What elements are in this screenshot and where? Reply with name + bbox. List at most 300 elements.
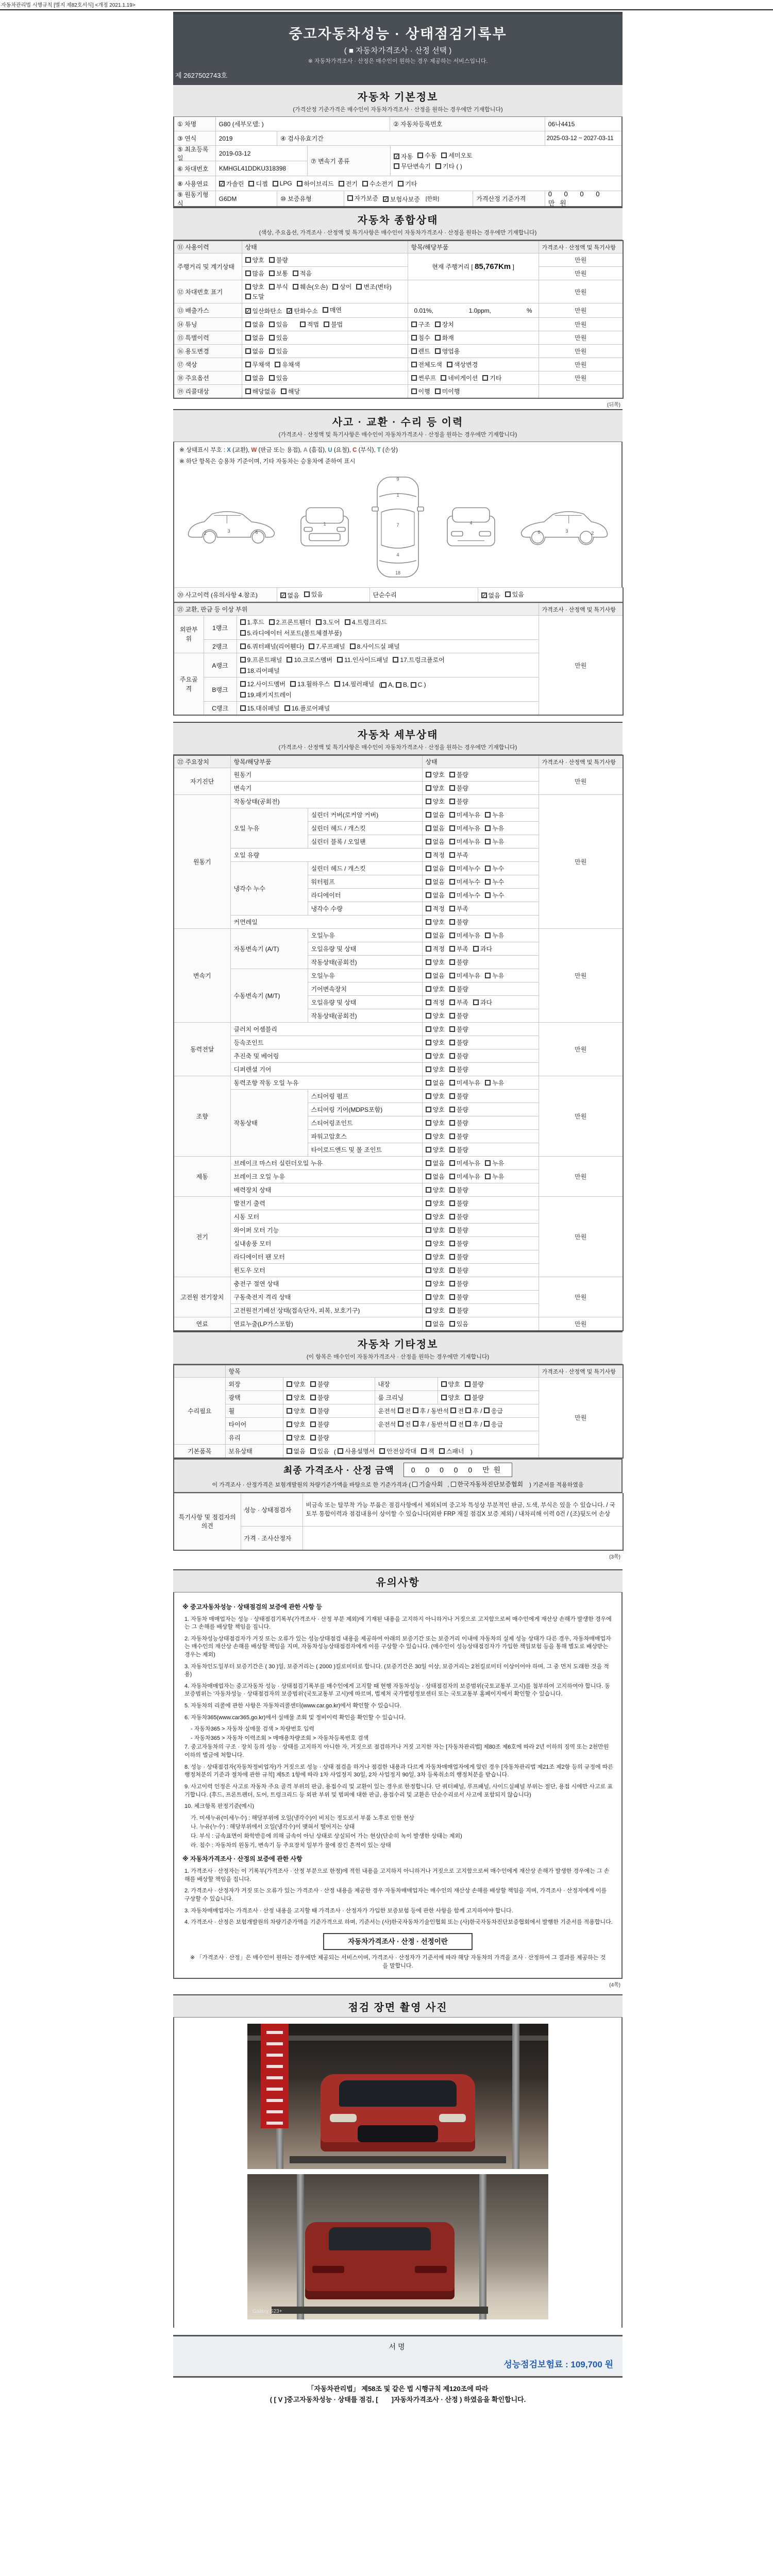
checkbox-option[interactable]: 미이행 <box>435 387 460 396</box>
checkbox-icon[interactable] <box>426 1294 431 1300</box>
checkbox-icon[interactable] <box>240 619 246 625</box>
checkbox-option[interactable]: 양호 <box>426 1132 445 1141</box>
checkbox-icon[interactable] <box>449 1214 455 1219</box>
checkbox-option[interactable]: 이행 <box>411 387 430 396</box>
checkbox-option[interactable]: 적정 <box>426 904 445 913</box>
checkbox-option[interactable]: 양호 <box>287 1380 306 1388</box>
checkbox-icon[interactable] <box>449 999 455 1005</box>
checkbox-option[interactable]: 양호 <box>426 797 445 806</box>
checkbox-icon[interactable] <box>310 1395 316 1400</box>
checkbox-icon[interactable] <box>426 825 431 831</box>
checkbox-icon[interactable] <box>245 348 251 354</box>
checkbox-option[interactable]: 도말 <box>245 292 264 301</box>
checkbox-option[interactable]: 양호 <box>426 985 445 993</box>
checkbox-icon[interactable] <box>413 1421 418 1427</box>
checkbox-option[interactable]: ✓ 자동 <box>394 153 413 160</box>
checkbox-icon[interactable] <box>449 933 455 938</box>
checkbox-icon[interactable] <box>441 1381 447 1387</box>
checkbox-icon[interactable] <box>426 946 431 952</box>
checkbox-option[interactable]: 없음 <box>426 877 445 886</box>
checkbox-option[interactable]: 12.사이드멤버 <box>240 680 286 688</box>
checkbox-option[interactable]: 없음 <box>426 864 445 873</box>
checkbox-icon[interactable] <box>435 388 441 394</box>
checkbox-icon[interactable] <box>394 163 399 169</box>
checkbox-icon[interactable] <box>435 321 441 327</box>
checkbox-option[interactable]: 불량 <box>449 1038 468 1047</box>
checkbox-option[interactable]: ✓ 가솔린 <box>220 180 244 188</box>
checkbox-icon[interactable] <box>449 1040 455 1045</box>
checkbox-option[interactable]: 없음 <box>426 810 445 819</box>
checkbox-option[interactable]: 있음 <box>269 320 288 329</box>
checkbox-icon[interactable] <box>426 1321 431 1327</box>
checkbox-icon[interactable] <box>485 812 491 818</box>
checkbox-icon[interactable] <box>449 1281 455 1286</box>
checkbox-option[interactable]: 양호 <box>287 1406 306 1415</box>
checkbox-option[interactable]: 부족 <box>449 944 468 953</box>
checkbox-option[interactable]: ✓ 보험사보증 <box>383 196 420 203</box>
checkbox-option[interactable]: 훼손(오손) <box>293 282 328 291</box>
checkbox-option[interactable]: 양호 <box>426 1185 445 1194</box>
checkbox-icon[interactable] <box>426 772 431 777</box>
checkbox-icon[interactable] <box>449 1241 455 1246</box>
checkbox-icon[interactable] <box>426 785 431 791</box>
checkbox-option[interactable]: 색상변경 <box>447 360 478 369</box>
checkbox-icon[interactable] <box>426 1187 431 1193</box>
checkbox-option[interactable]: 수동 <box>417 151 436 160</box>
checkbox-option[interactable]: 19.패키지트레이 <box>240 690 292 699</box>
checkbox-icon[interactable] <box>284 705 290 711</box>
checkbox-option[interactable]: 부족 <box>449 851 468 859</box>
checkbox-option[interactable]: 불량 <box>449 1279 468 1288</box>
checkbox-option[interactable]: 양호 <box>426 1252 445 1261</box>
checkbox-option[interactable]: 부식 <box>269 282 288 291</box>
checkbox-option[interactable]: 불량 <box>449 918 468 926</box>
checkbox-icon[interactable] <box>245 388 251 394</box>
checkbox-option[interactable]: 양호 <box>426 1065 445 1074</box>
checkbox-icon[interactable] <box>449 1093 455 1099</box>
checkbox-icon[interactable] <box>449 772 455 777</box>
checkbox-option[interactable]: 있음 <box>505 590 524 599</box>
checkbox-icon[interactable] <box>269 321 275 327</box>
checkbox-icon[interactable] <box>449 839 455 844</box>
checkbox-option[interactable]: 5.라디에이터 서포트(볼트체결부품) <box>240 629 342 637</box>
checkbox-icon[interactable] <box>485 825 491 831</box>
checkbox-icon[interactable] <box>449 1174 455 1179</box>
checkbox-icon[interactable] <box>465 1408 471 1413</box>
checkbox-icon[interactable] <box>426 906 431 911</box>
checkbox-option[interactable]: 구조 <box>411 320 430 329</box>
checkbox-icon[interactable] <box>426 1160 431 1166</box>
checkbox-icon[interactable] <box>426 839 431 844</box>
checkbox-option[interactable]: 미세누유 <box>449 810 480 819</box>
checkbox-option[interactable]: 기타 <box>398 179 417 188</box>
checkbox-option[interactable]: 13.휠하우스 <box>290 680 330 688</box>
checkbox-option[interactable]: 없음 <box>426 1319 445 1328</box>
checkbox-icon[interactable] <box>441 152 447 158</box>
checkbox-icon[interactable] <box>485 973 491 978</box>
checkbox-option[interactable]: 불량 <box>449 958 468 967</box>
checkbox-option[interactable]: 기타 ( ) <box>435 162 462 171</box>
checkbox-icon[interactable] <box>316 619 322 625</box>
checkbox-icon[interactable] <box>269 284 275 290</box>
checkbox-icon[interactable] <box>411 375 417 381</box>
checkbox-icon[interactable] <box>449 879 455 885</box>
checkbox-icon[interactable] <box>426 1200 431 1206</box>
checkbox-option[interactable]: ✓ 일산화탄소 <box>246 308 282 315</box>
checkbox-option[interactable]: 미세누유 <box>449 971 480 980</box>
checkbox-option[interactable]: 양호 <box>441 1393 460 1402</box>
checkbox-icon[interactable] <box>426 1026 431 1032</box>
checkbox-option[interactable]: 누유 <box>485 931 504 940</box>
checkbox-option[interactable]: 양호 <box>426 1011 445 1020</box>
checkbox-option[interactable]: 양호 <box>245 282 264 291</box>
checkbox-option[interactable]: 양호 <box>287 1393 306 1402</box>
checkbox-icon[interactable] <box>245 321 251 327</box>
checkbox-option[interactable]: 유채색 <box>275 360 300 369</box>
checkbox-icon[interactable] <box>426 959 431 965</box>
checkbox-option[interactable]: 불법 <box>324 320 343 329</box>
checkbox-icon[interactable] <box>287 1408 292 1414</box>
checkbox-icon[interactable] <box>450 1408 456 1413</box>
checkbox-icon[interactable] <box>245 362 251 367</box>
checkbox-icon[interactable] <box>411 335 417 341</box>
checkbox-option[interactable]: 불량 <box>449 1145 468 1154</box>
checkbox-icon[interactable] <box>485 1160 491 1166</box>
checkbox-icon[interactable] <box>449 1120 455 1126</box>
checkbox-option[interactable]: 양호 <box>426 770 445 779</box>
checkbox-option[interactable]: 없음 <box>426 1172 445 1181</box>
checkbox-icon[interactable] <box>240 705 246 711</box>
checkbox-option[interactable]: ✓ 없음 <box>281 592 299 599</box>
checkbox-icon[interactable] <box>426 1053 431 1059</box>
checkbox-option[interactable]: 누수 <box>485 864 504 873</box>
checkbox-option[interactable]: 없음 <box>426 891 445 900</box>
checkbox-option[interactable]: 수소전기 <box>362 179 393 188</box>
checkbox-icon[interactable] <box>426 933 431 938</box>
checkbox-option[interactable]: 불량 <box>465 1380 484 1388</box>
checkbox-icon[interactable] <box>240 657 246 663</box>
checkbox-option[interactable]: 변조(변타) <box>356 282 391 291</box>
checkbox-icon[interactable] <box>449 1160 455 1166</box>
checkbox-option[interactable]: 없음 <box>426 824 445 833</box>
checkbox-icon[interactable] <box>426 1013 431 1019</box>
checkbox-icon[interactable] <box>426 879 431 885</box>
checkbox-option[interactable]: 사용설명서 <box>338 1447 375 1455</box>
checkbox-icon[interactable] <box>345 619 350 625</box>
checkbox-option[interactable]: 미세누유 <box>449 1159 480 1167</box>
checkbox-icon[interactable] <box>426 1040 431 1045</box>
checkbox-icon[interactable] <box>245 335 251 341</box>
checkbox-option[interactable]: 양호 <box>426 1293 445 1301</box>
checkbox-icon[interactable] <box>293 270 298 276</box>
checkbox-checked-icon[interactable]: ✓ <box>220 181 225 187</box>
checkbox-icon[interactable] <box>441 375 446 381</box>
checkbox-icon[interactable] <box>245 375 251 381</box>
checkbox-option[interactable]: 썬루프 <box>411 374 436 382</box>
checkbox-checked-icon[interactable]: ✓ <box>482 593 486 599</box>
checkbox-option[interactable]: 불량 <box>449 797 468 806</box>
checkbox-option[interactable]: 불량 <box>449 1065 468 1074</box>
checkbox-icon[interactable] <box>426 852 431 858</box>
checkbox-icon[interactable] <box>435 163 441 169</box>
checkbox-option[interactable]: 있음 <box>269 374 288 382</box>
checkbox-icon[interactable] <box>435 335 441 341</box>
checkbox-icon[interactable] <box>245 294 251 299</box>
checkbox-option[interactable]: 17.트렁크플로어 <box>393 655 444 664</box>
checkbox-icon[interactable] <box>310 1448 316 1454</box>
checkbox-icon[interactable] <box>485 892 491 898</box>
checkbox-icon[interactable] <box>310 1421 316 1427</box>
checkbox-option[interactable]: 미세누수 <box>449 864 480 873</box>
checkbox-icon[interactable] <box>426 1214 431 1219</box>
checkbox-icon[interactable] <box>485 933 491 938</box>
checkbox-option[interactable]: 양호 <box>426 784 445 792</box>
checkbox-option[interactable]: 양호 <box>426 918 445 926</box>
checkbox-option[interactable]: 과다 <box>473 944 492 953</box>
checkbox-icon[interactable] <box>411 362 417 367</box>
checkbox-option[interactable]: 양호 <box>426 1306 445 1315</box>
checkbox-option[interactable]: 미세누유 <box>449 931 480 940</box>
checkbox-option[interactable]: 양호 <box>426 1118 445 1127</box>
checkbox-option[interactable]: 없음 <box>426 971 445 980</box>
checkbox-icon[interactable] <box>449 866 455 871</box>
checkbox-option[interactable]: 불량 <box>449 1052 468 1060</box>
checkbox-icon[interactable] <box>426 919 431 925</box>
checkbox-option[interactable]: 불량 <box>310 1433 329 1442</box>
checkbox-option[interactable]: 불량 <box>449 1132 468 1141</box>
checkbox-option[interactable]: 없음 <box>245 374 264 382</box>
checkbox-option[interactable]: 있음 <box>304 590 323 599</box>
checkbox-icon[interactable] <box>240 692 246 698</box>
checkbox-option[interactable]: 9.프론트패널 <box>240 655 282 664</box>
checkbox-icon[interactable] <box>473 946 479 952</box>
checkbox-icon[interactable] <box>426 999 431 1005</box>
checkbox-option[interactable]: 14.필러패널 <box>334 680 374 688</box>
checkbox-icon[interactable] <box>275 362 280 367</box>
checkbox-option[interactable]: 6.쿼터패널(리어휀다) <box>240 642 305 651</box>
checkbox-icon[interactable] <box>449 1026 455 1032</box>
checkbox-option[interactable]: 안전삼각대 <box>379 1447 416 1455</box>
checkbox-option[interactable]: 미세누수 <box>449 877 480 886</box>
checkbox-option[interactable]: 4.트렁크리드 <box>345 618 387 626</box>
checkbox-option[interactable]: 미세누유 <box>449 1172 480 1181</box>
checkbox-icon[interactable] <box>449 1147 455 1153</box>
checkbox-option[interactable]: 있음 <box>269 347 288 355</box>
checkbox-option[interactable]: 양호 <box>426 1145 445 1154</box>
checkbox-option[interactable]: 누유 <box>485 810 504 819</box>
checkbox-icon[interactable] <box>421 1448 427 1454</box>
checkbox-option[interactable]: 없음 <box>245 347 264 355</box>
checkbox-option[interactable]: 양호 <box>426 958 445 967</box>
checkbox-option[interactable]: 미세누유 <box>449 1078 480 1087</box>
checkbox-option[interactable]: 있음 <box>269 333 288 342</box>
checkbox-option[interactable]: 무채색 <box>245 360 271 369</box>
checkbox-option[interactable]: 없음 <box>426 931 445 940</box>
checkbox-icon[interactable] <box>449 1267 455 1273</box>
checkbox-option[interactable]: 불량 <box>449 1212 468 1221</box>
checkbox-icon[interactable] <box>240 681 246 687</box>
checkbox-icon[interactable] <box>449 1200 455 1206</box>
checkbox-option[interactable]: 15.대쉬패널 <box>240 704 280 713</box>
checkbox-icon[interactable] <box>240 643 246 649</box>
checkbox-icon[interactable] <box>287 1448 292 1454</box>
checkbox-option[interactable]: 적정 <box>426 944 445 953</box>
checkbox-icon[interactable] <box>449 1294 455 1300</box>
checkbox-option[interactable]: 양호 <box>426 1279 445 1288</box>
checkbox-icon[interactable] <box>449 1227 455 1233</box>
checkbox-icon[interactable] <box>465 1421 471 1427</box>
checkbox-icon[interactable] <box>485 866 491 871</box>
checkbox-option[interactable]: 불량 <box>449 1252 468 1261</box>
checkbox-icon[interactable] <box>449 1133 455 1139</box>
checkbox-icon[interactable] <box>426 1241 431 1246</box>
checkbox-icon[interactable] <box>449 906 455 911</box>
checkbox-option[interactable]: 불량 <box>310 1380 329 1388</box>
checkbox-option[interactable]: 전체도색 <box>411 360 442 369</box>
checkbox-checked-icon[interactable]: ✓ <box>288 309 292 314</box>
checkbox-option[interactable]: 불량 <box>449 1266 468 1275</box>
checkbox-option[interactable]: 불량 <box>449 1306 468 1315</box>
checkbox-option[interactable]: 양호 <box>287 1433 306 1442</box>
checkbox-option[interactable]: 해당 <box>281 387 300 396</box>
checkbox-icon[interactable] <box>426 1147 431 1153</box>
checkbox-option[interactable]: 양호 <box>426 1212 445 1221</box>
checkbox-option[interactable]: 11.인사이드패널 <box>337 655 388 664</box>
checkbox-option[interactable]: 누수 <box>485 877 504 886</box>
checkbox-icon[interactable] <box>465 1381 470 1387</box>
checkbox-icon[interactable] <box>426 892 431 898</box>
checkbox-option[interactable]: 불량 <box>449 1092 468 1100</box>
checkbox-icon[interactable] <box>350 643 356 649</box>
checkbox-option[interactable]: 하이브리드 <box>297 179 334 188</box>
checkbox-icon[interactable] <box>393 657 398 663</box>
checkbox-icon[interactable] <box>485 879 491 885</box>
checkbox-icon[interactable] <box>310 1408 316 1414</box>
checkbox-option[interactable]: 불량 <box>449 1185 468 1194</box>
checkbox-icon[interactable] <box>426 1120 431 1126</box>
checkbox-icon[interactable] <box>447 362 452 367</box>
checkbox-option[interactable]: 양호 <box>426 1105 445 1114</box>
checkbox-icon[interactable] <box>426 1093 431 1099</box>
checkbox-icon[interactable] <box>240 630 246 636</box>
checkbox-option[interactable]: 양호 <box>426 1025 445 1033</box>
checkbox-option[interactable]: 잭 <box>421 1447 434 1455</box>
checkbox-icon[interactable] <box>426 1281 431 1286</box>
checkbox-icon[interactable] <box>245 284 251 290</box>
checkbox-icon[interactable] <box>304 591 310 597</box>
checkbox-option[interactable]: 많음 <box>245 269 264 278</box>
checkbox-icon[interactable] <box>426 1227 431 1233</box>
checkbox-icon[interactable] <box>287 1381 292 1387</box>
checkbox-option[interactable]: 불량 <box>310 1420 329 1429</box>
checkbox-icon[interactable] <box>297 181 303 187</box>
checkbox-option[interactable]: 누유 <box>485 1172 504 1181</box>
checkbox-icon[interactable] <box>449 1308 455 1313</box>
checkbox-icon[interactable] <box>435 348 441 354</box>
checkbox-icon[interactable] <box>269 257 275 263</box>
checkbox-icon[interactable] <box>300 321 306 327</box>
checkbox-icon[interactable] <box>323 307 328 313</box>
checkbox-option[interactable]: 적법 <box>300 320 319 329</box>
checkbox-icon[interactable] <box>281 388 287 394</box>
checkbox-icon[interactable] <box>449 852 455 858</box>
checkbox-icon[interactable] <box>449 1187 455 1193</box>
checkbox-icon[interactable] <box>449 919 455 925</box>
checkbox-option[interactable]: 불량 <box>310 1393 329 1402</box>
checkbox-option[interactable]: 불량 <box>449 1011 468 1020</box>
checkbox-option[interactable]: 없음 <box>426 837 445 846</box>
checkbox-icon[interactable] <box>426 973 431 978</box>
checkbox-icon[interactable] <box>449 986 455 992</box>
checkbox-checked-icon[interactable]: ✓ <box>383 197 389 202</box>
checkbox-icon[interactable] <box>505 591 511 597</box>
checkbox-icon[interactable] <box>426 1254 431 1260</box>
checkbox-icon[interactable] <box>449 1254 455 1260</box>
checkbox-option[interactable]: 상이 <box>332 282 351 291</box>
checkbox-icon[interactable] <box>449 1066 455 1072</box>
checkbox-icon[interactable] <box>449 892 455 898</box>
checkbox-icon[interactable] <box>417 152 423 158</box>
checkbox-icon[interactable] <box>269 335 275 341</box>
checkbox-icon[interactable] <box>426 799 431 804</box>
checkbox-icon[interactable] <box>426 1080 431 1086</box>
checkbox-icon[interactable] <box>411 388 417 394</box>
checkbox-icon[interactable] <box>426 812 431 818</box>
checkbox-option[interactable]: 보통 <box>269 269 288 278</box>
checkbox-option[interactable]: 누유 <box>485 1159 504 1167</box>
checkbox-icon[interactable] <box>426 1267 431 1273</box>
checkbox-option[interactable]: LPG <box>273 180 292 187</box>
checkbox-option[interactable]: ✓ 없음 <box>482 592 500 599</box>
checkbox-option[interactable]: 불량 <box>449 1025 468 1033</box>
checkbox-option[interactable]: 부족 <box>449 998 468 1007</box>
checkbox-icon[interactable] <box>411 321 417 327</box>
checkbox-icon[interactable] <box>426 1066 431 1072</box>
checkbox-icon[interactable] <box>356 284 362 290</box>
checkbox-option[interactable]: 불량 <box>465 1393 484 1402</box>
checkbox-icon[interactable] <box>379 1448 385 1454</box>
checkbox-icon[interactable] <box>412 1482 417 1487</box>
checkbox-icon[interactable] <box>449 1013 455 1019</box>
checkbox-icon[interactable] <box>287 1421 292 1427</box>
checkbox-option[interactable]: 기타 <box>482 374 501 382</box>
checkbox-icon[interactable] <box>245 270 251 276</box>
checkbox-option[interactable]: 미세누수 <box>449 891 480 900</box>
checkbox-icon[interactable] <box>449 1053 455 1059</box>
checkbox-option[interactable]: 불량 <box>449 784 468 792</box>
checkbox-option[interactable]: 양호 <box>426 1092 445 1100</box>
checkbox-icon[interactable] <box>245 257 251 263</box>
checkbox-icon[interactable] <box>248 181 254 187</box>
checkbox-icon[interactable] <box>269 619 275 625</box>
checkbox-icon[interactable] <box>309 643 314 649</box>
checkbox-checked-icon[interactable]: ✓ <box>281 593 285 599</box>
checkbox-icon[interactable] <box>324 321 329 327</box>
checkbox-option[interactable]: 세미오토 <box>441 151 472 160</box>
checkbox-icon[interactable] <box>287 1435 292 1440</box>
checkbox-icon[interactable] <box>482 375 488 381</box>
checkbox-option[interactable]: 없음 <box>245 320 264 329</box>
checkbox-option[interactable]: 네비게이션 <box>441 374 478 382</box>
checkbox-option[interactable]: 2.프론트휀더 <box>269 618 311 626</box>
checkbox-option[interactable]: 과다 <box>473 998 492 1007</box>
checkbox-option[interactable]: 매연 <box>323 306 342 314</box>
checkbox-icon[interactable] <box>273 181 278 187</box>
checkbox-option[interactable]: 7.루프패널 <box>309 642 345 651</box>
checkbox-icon[interactable] <box>339 181 344 187</box>
checkbox-icon[interactable] <box>449 973 455 978</box>
checkbox-icon[interactable] <box>411 348 417 354</box>
